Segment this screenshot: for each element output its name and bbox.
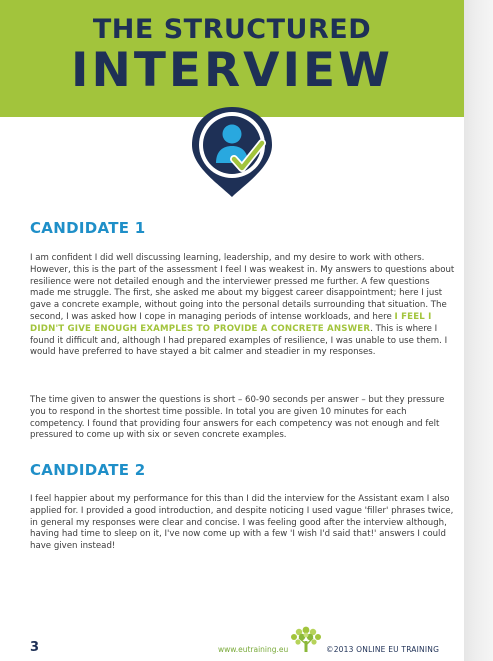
section-heading-candidate-2: CANDIDATE 2 [30, 461, 146, 479]
tree-logo-icon [288, 624, 324, 654]
paragraph-text: . This is where I found it difficult and, although I had prepared examples of resilience, I was unable to use them. I would have preferred to have stayed a bit calmer and steadier in my responses. [30, 323, 448, 358]
paragraph-text: I am confident I did well discussing learning, leadership, and my desire to work with others. However, this is the part of the assessment I feel I was weakest in. My answers to questions about resilience were not detailed enough and the interviewer pressed me further. A few questions made me struggle. The first, she asked me about my biggest career disappointment; here I just gave a concrete example, without going into the personal details surrounding that situation. The second, I was asked how I cope in managing periods of intense workloads, and here [30, 253, 455, 322]
highlighted-quote: I FEEL I DIDN'T GIVE ENOUGH EXAMPLES TO PROVIDE A CONCRETE ANSWER [30, 311, 432, 334]
candidate-1-paragraph-2: The time given to answer the questions is short – 60-90 seconds per answer – but they pressure you to respond in the shortest time possible. In total you are given 10 minutes for each competency. I found that providing four answers for each competency was not enough and felt pressured to come up with six or seven concrete examples. [30, 395, 445, 441]
page-number: 3 [30, 640, 40, 655]
header-banner [0, 0, 464, 117]
candidate-2-paragraph-1: I feel happier about my performance for this than I did the interview for the Assistant exam I also applied for. I provided a good introduction, and despite noticing I used vague 'filler' phrases twice, in general my responses were clear and concise. I was feeling good after the interview although, having had time to sleep on it, I've now come up with a few 'I wish I'd said that!' answers I could have given instead! [30, 494, 454, 552]
section-heading-candidate-1: CANDIDATE 1 [30, 219, 146, 237]
user-pin-check-icon [184, 103, 280, 199]
header-title-line2: INTERVIEW [71, 43, 393, 98]
page-edge-shadow [464, 0, 493, 661]
header-title-line1: THE STRUCTURED [92, 14, 372, 45]
footer-copyright: ©2013 ONLINE EU TRAINING [326, 645, 440, 654]
footer-website-link[interactable]: www.eutraining.eu [218, 645, 289, 654]
candidate-1-paragraph-1 [30, 253, 456, 359]
